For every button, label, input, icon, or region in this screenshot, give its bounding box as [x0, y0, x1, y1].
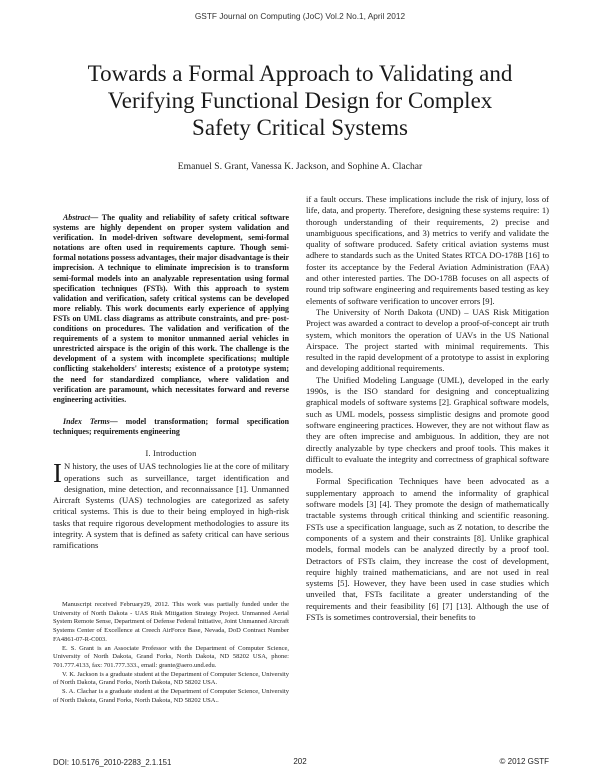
- body-paragraph: if a fault occurs. These implications include the risk of injury, loss of life, data, and property. Therefore, designing these systems require: 1) thorough understanding of their requirements, 2) precise and unambiguous specifications, and 3) metrics to verify and validate the quality of software produced. Safety critical aviation systems must adhere to standards such as the United States RTCA DO-178B [16] to foster its acceptance by the Federal Aviation Administration (FAA) and other interested parties. The DO-178B focuses on all aspects of round trip software engineering and requirements based testing as key elements of software verification to uncover errors [9].: [306, 194, 549, 306]
- author-list: Emanuel S. Grant, Vanessa K. Jackson, and Sophine A. Clachar: [177, 161, 423, 172]
- footnote: V. K. Jackson is a graduate student at the Department of Computer Science, University of North Dakota, Grand Forks, North Dakota, ND 58202 USA.: [53, 670, 289, 687]
- footnote: E. S. Grant is an Associate Professor with the Department of Computer Science, University of North Dakota, Grand Forks, North Dakota, ND 58202 USA, phone: 701.777.4133, fax: 701.777.333., email: grante@aero.und.edu.: [53, 644, 289, 669]
- title-line: Verifying Functional Design for Complex: [107, 88, 493, 113]
- right-column: [306, 194, 549, 623]
- abstract-text: — The quality and reliability of safety critical software systems are highly dependent on proper system validation and verification. In model-driven software development, semi-formal notations are often used in requirements capture. Though semi-formal notations possess advantages, their major disadvantage is their imprecision. A technique to eliminate imprecision is to transform semi-formal models into an analyzable representation using formal specification techniques (FSTs). With this approach to system validation and verification, safety critical systems can be developed more reliably. This work documents early experience of applying FSTs on UML class diagrams as attribute constraints, and pre- post-conditions on procedures. The validation and verification of the requirements of a system to monitor unmanned aerial vehicles in unrestricted airspace is the origin of this work. The challenge is the development of a system with incomplete specifications; multiple conflicting stakeholders' interests; existence of a prototype system; the need for standardized compliance, where validation and verification are paramount, which necessitates forward and reverse engineering activities.: [53, 213, 289, 404]
- index-terms-label: Index Terms: [63, 416, 110, 426]
- footnotes: [53, 601, 289, 705]
- body-paragraph: Formal Specification Techniques have been advocated as a supplementary approach to amend the informality of graphical software models [3] [4]. They promote the design of mathematically tractable systems through critical thinking and scientific reasoning. FSTs use a specification language, such as Z notation, to describe the components of a system and their constraints [8]. Unlike graphical models, formal models can be analyzed directly by a proof tool. Detractors of FSTs claim, they increase the cost of development, require highly trained mathematicians, and are not used in real systems [5]. However, they have been used in case studies which unveiled that, FSTs facilitate a greater understanding of the requirements and their feasibility [6] [7] [13]. Although the use of FSTs is sometimes controversial, their benefits to: [306, 476, 549, 622]
- body-paragraph: The University of North Dakota (UND) – UAS Risk Mitigation Project was awarded a contract to develop a proof-of-concept air truth system, which monitors the operation of UAVs in the US National Airspace. The project started with minimal requirements. This resulted in the rapid development of a prototype to assist in exploring and developing additional requirements.: [306, 306, 549, 374]
- index-terms: [53, 417, 289, 437]
- paper-title: [50, 60, 550, 141]
- title-line: Safety Critical Systems: [192, 115, 408, 140]
- page-number: 202: [293, 757, 307, 766]
- intro-text: N history, the uses of UAS technologies lie at the core of military operations such as surveillance, target identification and designation, mine detection, and reconnaissance [1]. Unmanned Aircraft Systems (UAS) technologies are categorized as safety critical systems. This is due to their being employed in high-risk tasks that require rigorous development methodologies to assure its integrity. A system that is defined as safety critical can have serious ramifications: [53, 461, 289, 551]
- index-terms-text: — model transformation; formal specification techniques; requirements engineering: [53, 416, 290, 436]
- section-heading: I. Introduction: [145, 448, 197, 458]
- intro-paragraph: [53, 458, 289, 551]
- abstract-label: Abstract: [63, 213, 91, 222]
- abstract: [53, 213, 289, 405]
- running-header: GSTF Journal on Computing (JoC) Vol.2 No.1, April 2012: [194, 11, 406, 21]
- copyright: © 2012 GSTF: [499, 757, 549, 766]
- title-line: Towards a Formal Approach to Validating and: [87, 61, 513, 86]
- doi: DOI: 10.5176_2010-2283_2.1.151: [53, 758, 172, 767]
- footnote: Manuscript received February29, 2012. This work was partially funded under the University of North Dakota - UAS Risk Mitigation Strategy Project. Unmanned Aerial System Remote Sense, Department of Defense Federal Initiative, Joint Unmanned Aircraft Systems Center of Excellence at Creech AirForce Base, Nevada, DoD Contract Number FA4861-07-R-C003.: [53, 601, 289, 643]
- footnote: S. A. Clachar is a graduate student at the Department of Computer Science, University of North Dakota, Grand Forks, North Dakota, ND 58202 USA..: [53, 688, 289, 704]
- left-column: [53, 213, 289, 552]
- drop-cap: I: [53, 458, 62, 489]
- body-paragraph: The Unified Modeling Language (UML), developed in the early 1990s, is the ISO standard for designing and conceptualizing graphical models of software systems [2]. Graphical software models, such as UML models, possess simplistic designs and promote good software engineering practices. However, they are not without flaw as they are often imprecise and ambiguous. In addition, they are not directly analyzable by type checkers and proof tools. This makes it difficult to evaluate the integrity and correctness of graphical software models.: [306, 374, 549, 476]
